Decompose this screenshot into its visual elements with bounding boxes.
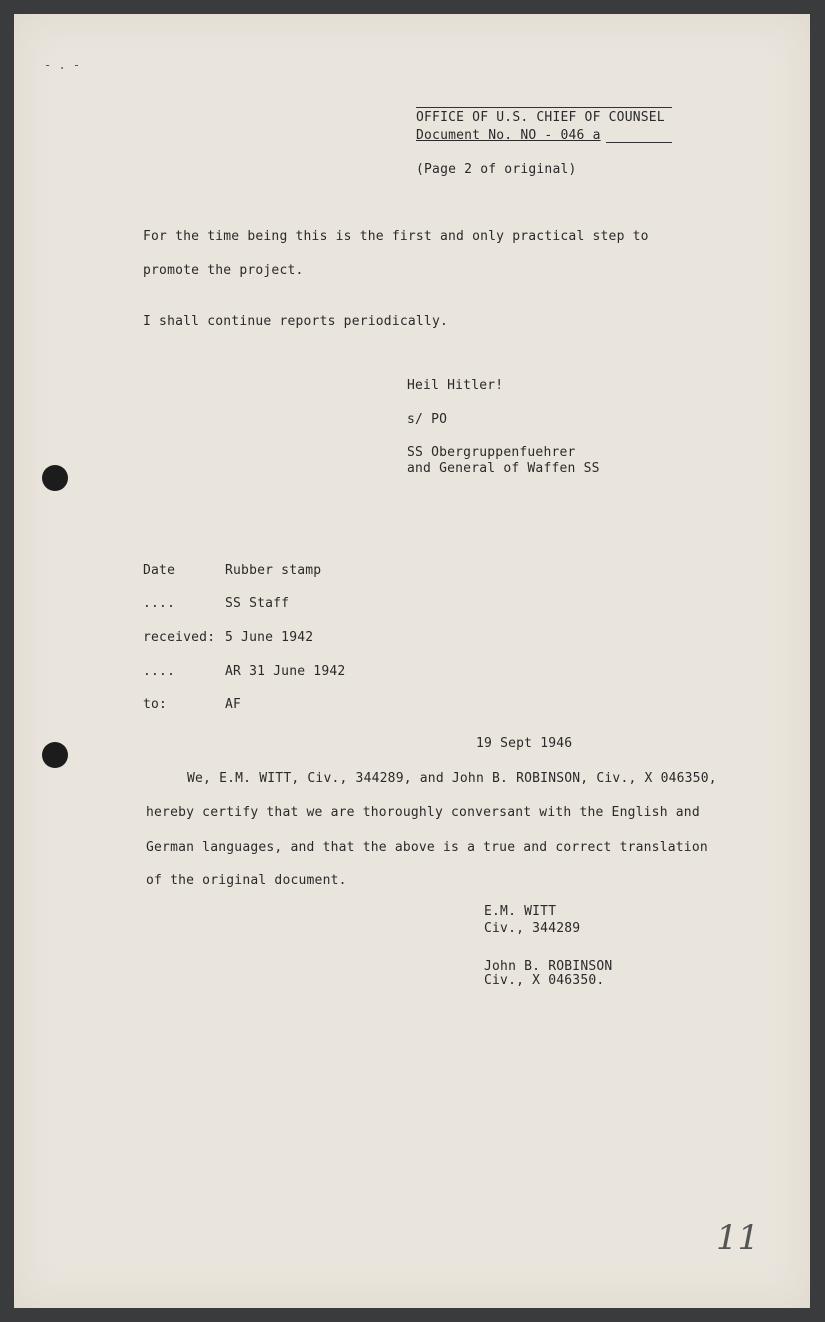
translator-2-id: Civ., X 046350. <box>484 973 605 988</box>
translator-1-name: E.M. WITT <box>484 904 557 919</box>
body-line-1: For the time being this is the first and only practical step to <box>143 229 649 244</box>
stamp-value: Rubber stamp <box>225 563 322 578</box>
stamp-label: .... <box>143 664 176 679</box>
stamp-label: to: <box>143 697 168 712</box>
certification-line-1: We, E.M. WITT, Civ., 344289, and John B. ROBINSON, Civ., X 046350, <box>187 771 717 786</box>
stamp-value: 5 June 1942 <box>225 630 314 645</box>
document-number: Document No. NO - 046 a <box>416 128 601 143</box>
signer-title: and General of Waffen SS <box>407 461 600 476</box>
handwritten-page-number: 11 <box>716 1218 760 1258</box>
document-number-rule <box>606 142 672 143</box>
certification-date: 19 Sept 1946 <box>476 736 573 751</box>
certification-line-3: German languages, and that the above is a true and correct translation <box>146 840 708 855</box>
translator-1-id: Civ., 344289 <box>484 921 581 936</box>
margin-marks: - . - <box>44 58 81 72</box>
header-top-rule <box>416 107 672 108</box>
stamp-label: .... <box>143 596 176 611</box>
signed-name: s/ PO <box>407 412 448 427</box>
stamp-value: AF <box>225 697 242 712</box>
salute: Heil Hitler! <box>407 378 504 393</box>
body-line-2: promote the project. <box>143 263 304 278</box>
stamp-label: Date <box>143 563 176 578</box>
stamp-value: SS Staff <box>225 596 290 611</box>
signer-rank: SS Obergruppenfuehrer <box>407 445 576 460</box>
certification-line-4: of the original document. <box>146 873 347 888</box>
punch-hole-top <box>42 465 68 491</box>
page-note: (Page 2 of original) <box>416 162 577 177</box>
translator-2-name: John B. ROBINSON <box>484 959 613 974</box>
document-page <box>14 14 810 1308</box>
punch-hole-bottom <box>42 742 68 768</box>
body-line-3: I shall continue reports periodically. <box>143 314 449 329</box>
stamp-label: received: <box>143 630 216 645</box>
office-heading: OFFICE OF U.S. CHIEF OF COUNSEL <box>416 110 665 125</box>
certification-line-2: hereby certify that we are thoroughly conversant with the English and <box>146 805 700 820</box>
stamp-value: AR 31 June 1942 <box>225 664 346 679</box>
